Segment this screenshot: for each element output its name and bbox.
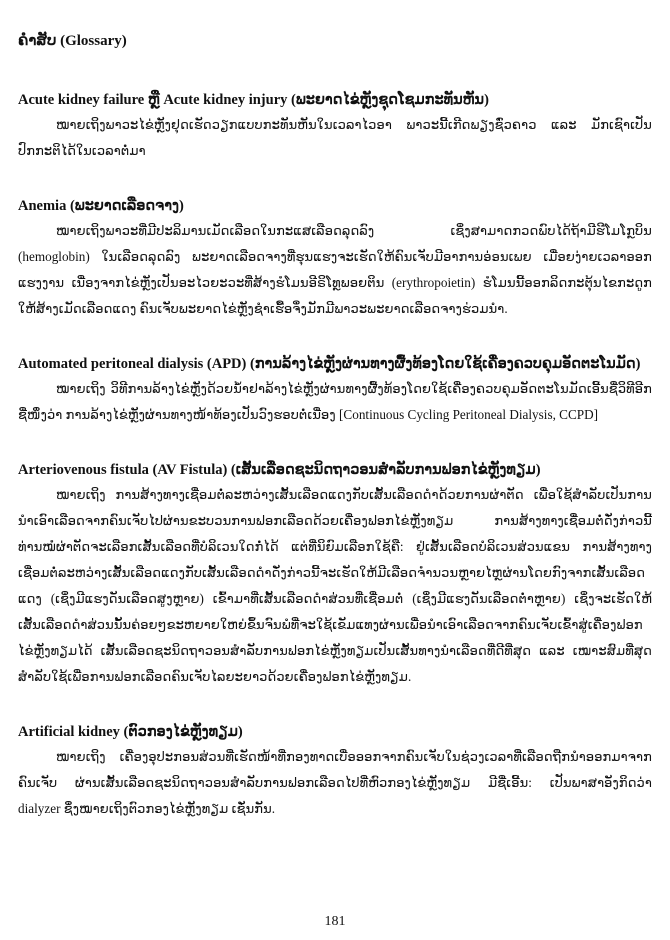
glossary-definition: ໝາຍເຖິງ ການສ້າງທາງເຊື່ອມຕໍ່ລະຫວ່າງເສັ້ນເລືອດແດງກັບເສັ້ນເລືອດດຳດ້ວຍການຜ່າຕັດ ເພື່ອໃຊ້ສຳລັບເປັນການນຳເອົາເລືອດຈາກຄົນເຈັບໄປຜ່ານຂະບວນການຟອກເລືອດດ້ວຍເຄື່ອງຟອກໄຂ່ຫຼັງທຽມ ການສ້າງທາງເຊື່ອມຕໍ່ດັ່ງກ່າວນີ້ ທ່ານໝໍຜ່າຕັດຈະເລືອກເສັ້ນເລືອດທີ່ບໍລິເວນໃດກໍ່ໄດ້ ແຕ່ທີ່ນິຍົມເລືອກໃຊ້ຄື: ຢູ່ເສັ້ນເລືອດບໍລິເວນສ່ວນແຂນ ການສ້າງທາງເຊື່ອມຕໍ່ລະຫວ່າງເສັ້ນເລືອດແດງກັບເສັ້ນເລືອດດຳດັ່ງກ່າວນີ້ຈະເຮັດໃຫ້ມີເລືອດຈຳນວນຫຼາຍໄຫຼຜ່ານໂດຍກົງຈາກເສັ້ນເລືອດແດງ (ເຊິ່ງມີແຮງດັນເລືອດສູງຫຼາຍ) ເຂົ້າມາທີ່ເສັ້ນເລືອດດຳສ່ວນທີ່ເຊື່ອມຕໍ່ (ເຊິ່ງມີແຮງດັນເລືອດຕ່ຳຫຼາຍ) ເຊິ່ງຈະເຮັດໃຫ້ເສັ້ນເລືອດດຳສ່ວນນັ້ນຄ່ອຍໆຂະຫຍາຍໃຫຍ່ຂຶ້ນຈົນພໍທີ່ຈະໃຊ້ເຂັມແທງຜ່ານເພື່ອນຳເອົາເລືອດຈາກຄົນເຈັບເຂົ້າສູ່ເຄື່ອງຟອກໄຂ່ຫຼັງທຽມໄດ້ ເສັ້ນເລືອດຊະນິດຖາວອນສຳລັບການຟອກໄຂ່ຫຼັງທຽມເປັນເສັ້ນທາງນຳເລືອດທີ່ດີທີ່ສຸດ ແລະ ເໝາະສົມທີ່ສຸດສຳລັບໃຊ້ເພື່ອການຟອກເລືອດຄົນເຈັບໄລຍະຍາວດ້ວຍເຄື່ອງຟອກໄຂ່ຫຼັງທຽມ. [18,487,652,684]
glossary-term: Acute kidney failure ຫຼື Acute kidney injury (ພະຍາດໄຂ່ຫຼັງຊຸດໂຊມກະທັນຫັນ) [18,92,489,108]
glossary-entry-artificial-kidney [18,720,652,822]
page-number: 181 [324,914,346,929]
glossary-entry-av-fistula [18,458,652,690]
glossary-term: Arteriovenous fistula (AV Fistula) (ເສັ້ນເລືອດຊະນິດຖາວອນສຳລັບການຟອກໄຂ່ຫຼັງທຽມ) [18,462,541,478]
glossary-definition: ໝາຍເຖິງ ເຄື່ອງອຸປະກອນສ່ວນທີ່ເຮັດໜ້າທີ່ກອງທາດເບື່ອອອກຈາກຄົນເຈັບໃນຊ່ວງເວລາທີ່ເລືອດຖືກນຳອອກມາຈາກຄົນເຈັບ ຜ່ານເສັ້ນເລືອດຊະນິດຖາວອນສຳລັບການຟອກເລືອດໄປທີ່ຫົວກອງໄຂ່ຫຼັງທຽມ ມີຊື່ເອີ້ນ: ເປັນພາສາອັງກິດວ່າ dialyzer ຊຶ່ງໝາຍເຖິງຕົວກອງໄຂ່ຫຼັງທຽມ ເຊັ່ນກັນ. [18,749,652,816]
glossary-definition: ໝາຍເຖິງພາວະໄຂ່ຫຼັງຢຸດເຮັດວຽກແບບກະທັນຫັນໃນເວລາໄວອາ ພາວະນີ້ເກີດພຽງຊົ່ວຄາວ ແລະ ມັກເຊົາເປັນປົກກະຕິໄດ້ໃນເວລາຕໍ່ມາ [18,117,652,158]
glossary-entry-apd [18,352,652,428]
glossary-entry-anemia [18,194,652,322]
page-title: ຄຳສັບ (Glossary) [18,33,127,49]
glossary-term: Artificial kidney (ຕົວກອງໄຂ່ຫຼັງທຽມ) [18,724,243,740]
glossary-page [18,30,652,852]
glossary-definition: ໝາຍເຖິງພາວະທີ່ມີປະລິມານເມັດເລືອດໃນກະແສເລືອດລຸດລົງ ເຊິ່ງສາມາດກວດພົບໄດ້ຖ້າມີຮີໂມໂກຼບິນ (hemoglobin) ໃນເລືອດລຸດລົງ ພະຍາດເລືອດຈາງທີ່ຮຸນແຮງຈະເຮັດໃຫ້ຄົນເຈັບມີອາການອ່ອນເພຍ ເມື່ອຍງ່າຍເວລາອອກແຮງງານ ເນື່ອງຈາກໄຂ່ຫຼັງເປັນອະໄວຍະວະທີ່ສ້າງຮໍໂມນອີຣິໂທຼພອຍຕິນ (erythropoietin) ຮໍໂມນນີ້ອອກລິດກະຕຸ້ນໄຂກະດູກໃຫ້ສ້າງເມັດເລືອດແດງ ຄົນເຈັບພະຍາດໄຂ່ຫຼັງຊຳເຮື້ອຈຶ່ງມັກມີພາວະພະຍາດເລືອດຈາງຮ່ວມນຳ. [18,223,652,316]
glossary-definition: ໝາຍເຖິງ ວິທີການລ້າງໄຂ່ຫຼັງດ້ວຍນ້ຳຢາລ້າງໄຂ່ຫຼັງຜ່ານທາງຜື້ງທ້ອງໂດຍໃຊ້ເຄື່ອງຄວບຄຸມອັດຕະໂນມັດເອີ້ນຊື່ວິທີອີກຊື່ໜຶ່ງວ່າ ການລ້າງໄຂ່ຫຼັງຜ່ານທາງໜ້າທ້ອງເປັນວົງຮອບຕໍ່ເນື່ອງ [Continuous Cycling Peritoneal Dialysis, CCPD] [18,381,652,422]
glossary-entry-acute-kidney-failure [18,88,652,164]
glossary-term: Automated peritoneal dialysis (APD) (ການລ້າງໄຂ່ຫຼັງຜ່ານທາງຜື້ງທ້ອງໂດຍໃຊ້ເຄື່ອງຄວບຄຸມອັດຕະໂນມັດ) [18,356,641,372]
glossary-term: Anemia (ພະຍາດເລືອດຈາງ) [18,198,184,214]
